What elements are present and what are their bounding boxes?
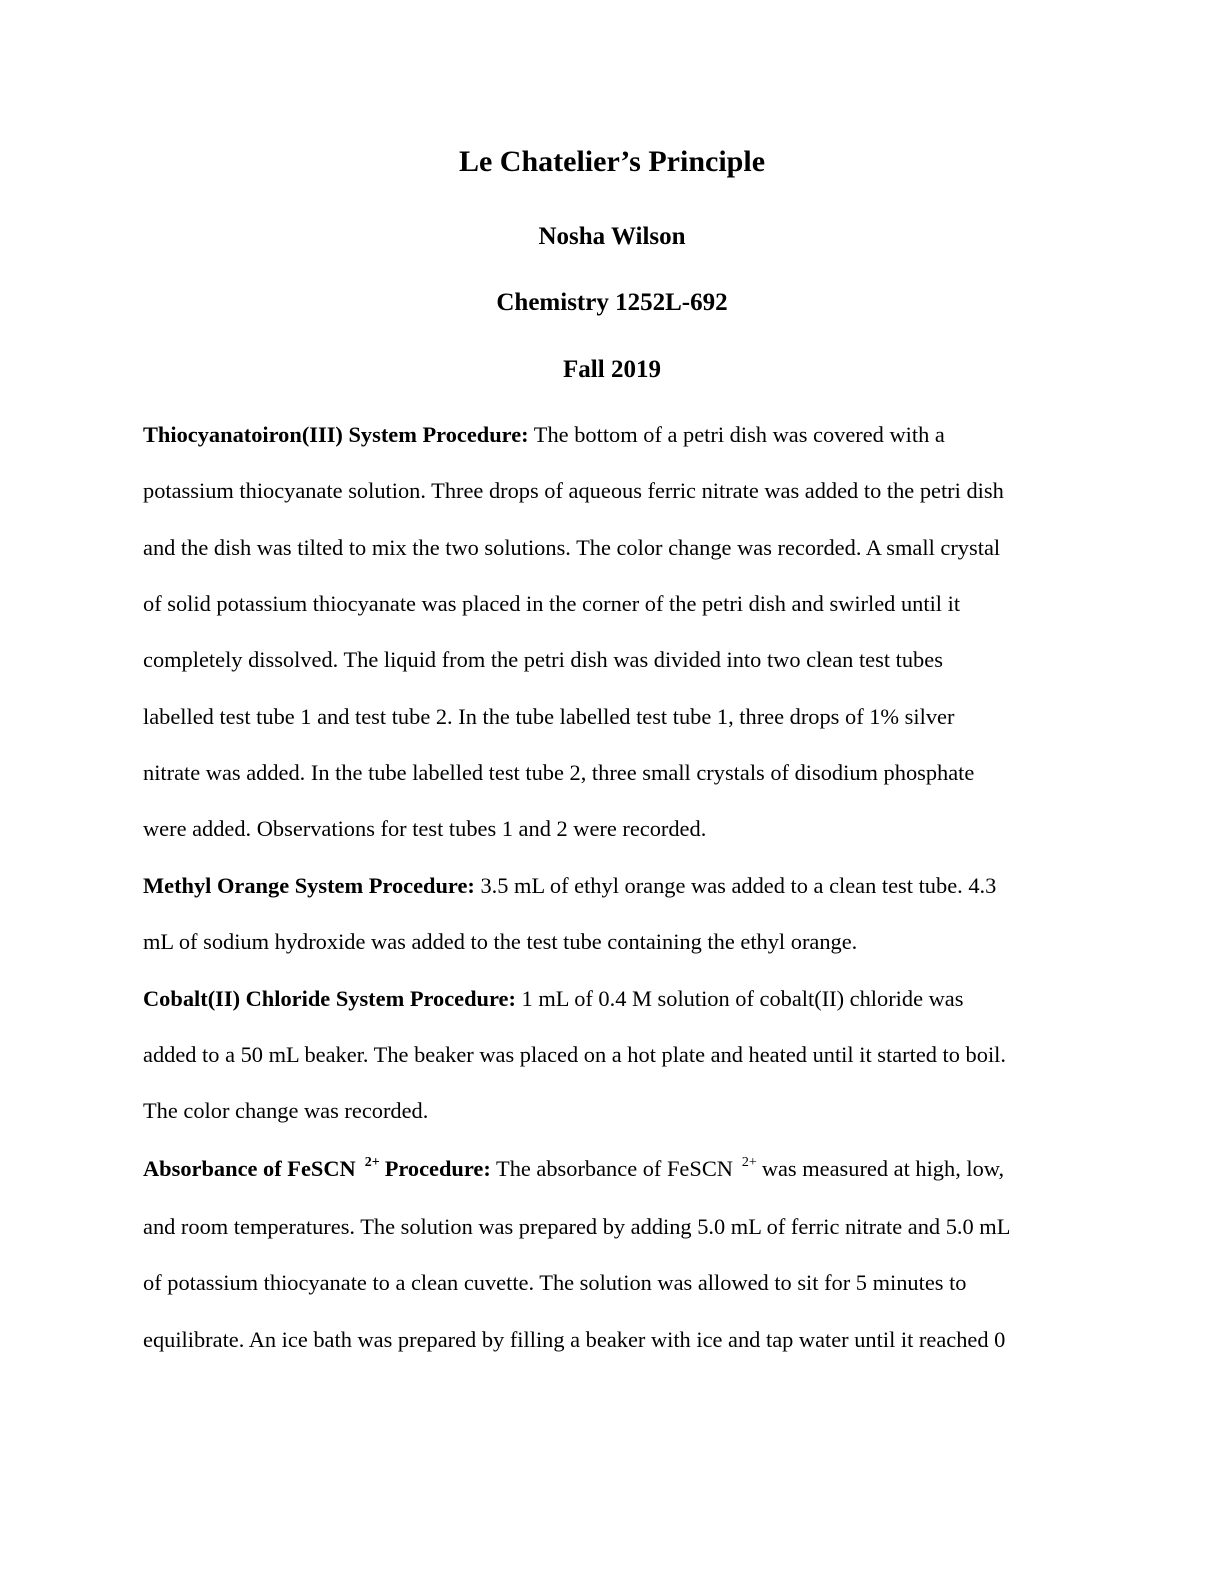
course-name: Chemistry 1252L-692: [496, 289, 728, 316]
thiocyanatoiron-line-1: [143, 420, 945, 450]
paragraph-text: 1 mL of 0.4 M solution of cobalt(II) chloride was: [515, 986, 964, 1011]
methyl-orange-line-1: [143, 871, 996, 901]
paragraph-line: and the dish was tilted to mix the two solutions. The color change was recorded. A small crystal: [143, 535, 1001, 560]
charge-superscript: 2+: [364, 1155, 380, 1170]
document-title: Le Chatelier’s Principle: [458, 145, 766, 178]
thiocyanatoiron-heading: Thiocyanatoiron(III) System Procedure:: [143, 422, 529, 447]
paragraph-line: of potassium thiocyanate to a clean cuvette. The solution was allowed to sit for 5 minutes to: [143, 1270, 967, 1295]
paragraph-line: mL of sodium hydroxide was added to the test tube containing the ethyl orange.: [143, 929, 858, 954]
cobalt-heading: Cobalt(II) Chloride System Procedure:: [143, 986, 516, 1011]
paragraph-text: 3.5 mL of ethyl orange was added to a clean test tube. 4.3: [474, 873, 997, 898]
charge-superscript: 2+: [741, 1155, 757, 1170]
absorbance-heading: [143, 1156, 491, 1181]
paragraph-line: equilibrate. An ice bath was prepared by filling a beaker with ice and tap water until it reached 0: [143, 1327, 1006, 1352]
paragraph-line: potassium thiocyanate solution. Three drops of aqueous ferric nitrate was added to the petri dish: [143, 478, 1004, 503]
absorbance-heading-text: Absorbance of FeSCN: [143, 1156, 356, 1181]
paragraph-line: were added. Observations for test tubes 1 and 2 were recorded.: [143, 816, 707, 841]
paragraph-text: The bottom of a petri dish was covered with a: [528, 422, 945, 447]
term: Fall 2019: [563, 356, 661, 383]
paragraph-line: of solid potassium thiocyanate was placed in the corner of the petri dish and swirled until it: [143, 591, 961, 616]
paragraph-line: The color change was recorded.: [143, 1098, 429, 1123]
paragraph-line: labelled test tube 1 and test tube 2. In the tube labelled test tube 1, three drops of 1% silver: [143, 704, 955, 729]
paragraph-line: completely dissolved. The liquid from the petri dish was divided into two clean test tubes: [143, 647, 943, 672]
paragraph-text: The absorbance of FeSCN: [496, 1156, 733, 1181]
paragraph-line: and room temperatures. The solution was prepared by adding 5.0 mL of ferric nitrate and 5.0 mL: [143, 1214, 1011, 1239]
cobalt-line-1: [143, 984, 963, 1014]
paragraph-line: added to a 50 mL beaker. The beaker was placed on a hot plate and heated until it started to boil.: [143, 1042, 1006, 1067]
paragraph-line: nitrate was added. In the tube labelled test tube 2, three small crystals of disodium phosphate: [143, 760, 975, 785]
paragraph-text: was measured at high, low,: [761, 1156, 1005, 1181]
author-name: Nosha Wilson: [538, 223, 686, 250]
absorbance-line-1: [143, 1154, 1004, 1188]
methyl-orange-heading: Methyl Orange System Procedure:: [143, 873, 475, 898]
absorbance-heading-text: Procedure:: [384, 1156, 491, 1181]
